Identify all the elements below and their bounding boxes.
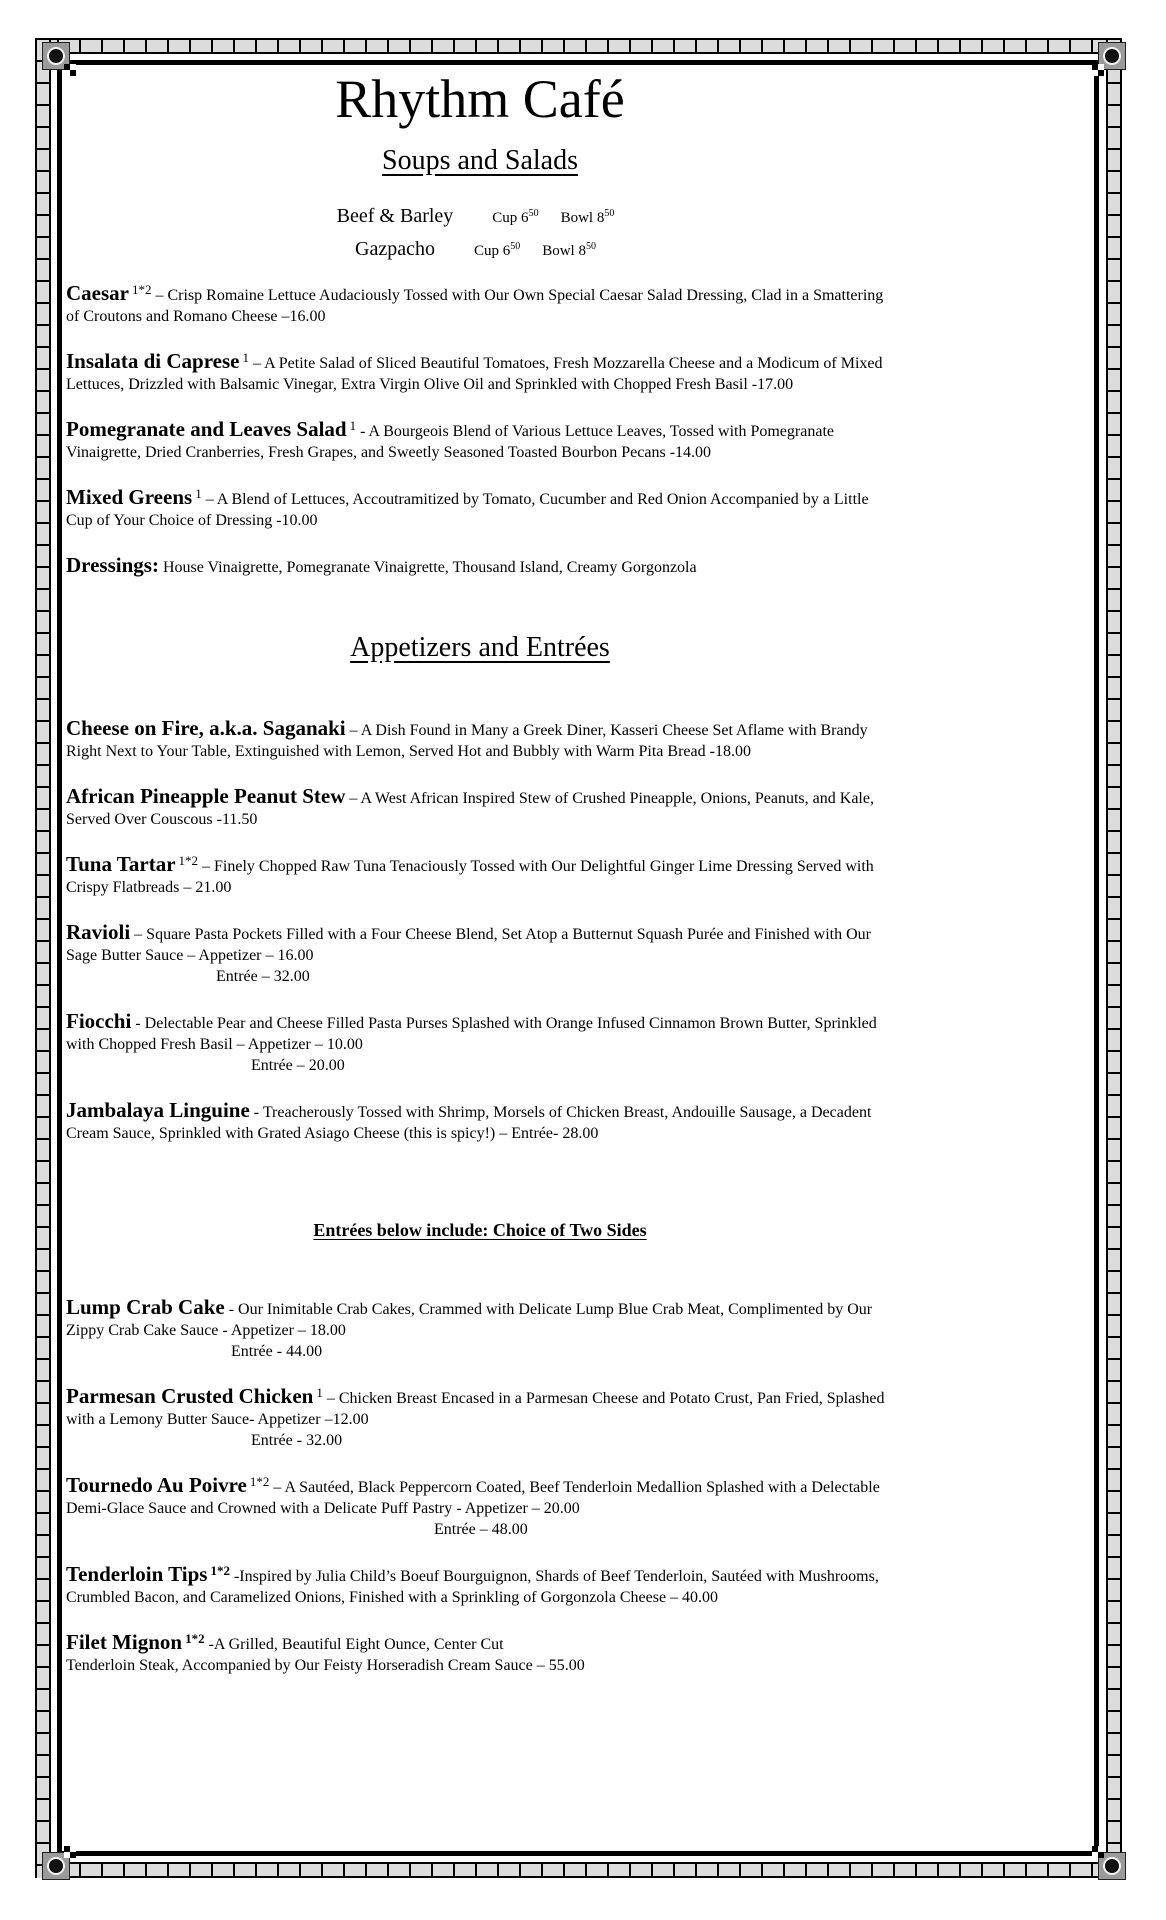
item-description: – A Blend of Lettuces, Accoutramitized by Tomato, Cucumber and Red Onion Accompanied by a Little Cup of Your Choice of Dressing -10.00 — [66, 491, 869, 530]
frame-border-left — [35, 38, 51, 1878]
frame-corner-ornament — [1098, 1852, 1126, 1880]
item-entree-price: Entrée – 48.00 — [434, 1521, 528, 1539]
entrees-list — [66, 1297, 894, 1676]
frame-border-top — [35, 38, 1122, 54]
item-description: - A Bourgeois Blend of Various Lettuce Leaves, Tossed with Pomegranate Vinaigrette, Dried Cranberries, Fresh Grapes, and Sweetly Seasoned Toasted Bourbon Pecans -14.00 — [66, 423, 834, 462]
item-name: Caesar — [66, 281, 129, 306]
item-name: Tuna Tartar — [66, 852, 176, 877]
item-name: Dressings: — [66, 553, 159, 578]
item-footnote: 1 — [242, 350, 249, 366]
item-entree-price: Entrée – 32.00 — [216, 968, 310, 986]
menu-item-tenderloin-tips — [66, 1564, 894, 1608]
bowl-price-label: Bowl 8 — [542, 243, 586, 260]
cup-price-cents: 50 — [510, 241, 521, 253]
menu-item-insalata-di-caprese — [66, 351, 894, 395]
item-description: – A Dish Found in Many a Greek Diner, Kasseri Cheese Set Aflame with Brandy Right Next to Your Table, Extinguished with Lemon, Served Hot and Bubbly with Warm Pita Bread -18.00 — [66, 722, 868, 761]
appetizers-list — [66, 718, 894, 1144]
item-description: – A Sautéed, Black Peppercorn Coated, Beef Tenderloin Medallion Splashed with a Delectable Demi-Glace Sauce and Crowned with a Delicate Puff Pastry - Appetizer – 20.00 — [66, 1479, 880, 1518]
frame-corner-ornament — [42, 1852, 70, 1880]
soup-item — [66, 205, 894, 228]
menu-item-fiocchi — [66, 1011, 894, 1076]
item-description: – Chicken Breast Encased in a Parmesan Cheese and Potato Crust, Pan Fried, Splashed with a Lemony Butter Sauce- Appetizer –12.00 — [66, 1390, 885, 1429]
item-description: – Crisp Romaine Lettuce Audaciously Tossed with Our Own Special Caesar Salad Dressing, Clad in a Smattering of Croutons and Romano Cheese –16.00 — [66, 287, 884, 326]
menu-item-tuna-tartar — [66, 854, 894, 898]
soup-bowl-price — [561, 210, 615, 226]
item-name: African Pineapple Peanut Stew — [66, 784, 346, 809]
menu-item-mixed-greens — [66, 487, 894, 531]
menu-item-jambalaya-linguine — [66, 1100, 894, 1144]
menu-page — [66, 62, 894, 1700]
item-name: Cheese on Fire, a.k.a. Saganaki — [66, 716, 346, 741]
menu-item-saganaki — [66, 718, 894, 762]
menu-item-parmesan-crusted-chicken — [66, 1386, 894, 1451]
item-description: – A West African Inspired Stew of Crushed Pineapple, Onions, Peanuts, and Kale, Served Over Couscous -11.50 — [66, 790, 874, 829]
section-heading-soups: Soups and Salads — [382, 145, 578, 177]
item-name: Jambalaya Linguine — [66, 1098, 250, 1123]
item-description-line2: Tenderloin Steak, Accompanied by Our Feisty Horseradish Cream Sauce – 55.00 — [66, 1657, 585, 1675]
item-entree-price: Entrée - 44.00 — [231, 1343, 323, 1361]
frame-border-right — [1106, 38, 1122, 1878]
salads-list — [66, 283, 894, 578]
item-description: – A Petite Salad of Sliced Beautiful Tomatoes, Fresh Mozzarella Cheese and a Modicum of Mixed Lettuces, Drizzled with Balsamic Vinegar, Extra Virgin Olive Oil and Sprinkled with Chopped Fresh Basil -17.00 — [66, 355, 883, 394]
menu-item-ravioli — [66, 922, 894, 987]
item-name: Tournedo Au Poivre — [66, 1473, 247, 1498]
item-footnote: 1*2 — [131, 282, 152, 298]
item-name: Ravioli — [66, 920, 131, 945]
item-description: – Square Pasta Pockets Filled with a Four Cheese Blend, Set Atop a Butternut Squash Purée and Finished with Our Sage Butter Sauce – Appetizer – 16.00 — [66, 926, 871, 965]
item-description: -A Grilled, Beautiful Eight Ounce, Center Cut — [208, 1636, 504, 1654]
soup-name: Beef & Barley — [336, 205, 454, 228]
item-footnote: 1*2 — [210, 1563, 230, 1579]
item-description: - Delectable Pear and Cheese Filled Pasta Purses Splashed with Orange Infused Cinnamon Brown Butter, Sprinkled with Chopped Fresh Basil – Appetizer – 10.00 — [66, 1015, 877, 1054]
item-footnote: 1 — [195, 486, 202, 502]
menu-item-lump-crab-cake — [66, 1297, 894, 1362]
item-name: Lump Crab Cake — [66, 1295, 225, 1320]
soup-item — [66, 238, 894, 261]
item-description: -Inspired by Julia Child’s Boeuf Bourguignon, Shards of Beef Tenderloin, Sautéed with Mushrooms, Crumbled Bacon, and Caramelized Onions, Finished with a Sprinkling of Gorgonzola Cheese – 40.00 — [66, 1568, 879, 1607]
menu-item-filet-mignon — [66, 1632, 894, 1676]
cup-price-label: Cup 6 — [492, 210, 529, 227]
item-description: - Treacherously Tossed with Shrimp, Morsels of Chicken Breast, Andouille Sausage, a Decadent Cream Sauce, Sprinkled with Grated Asiago Cheese (this is spicy!) – Entrée- 28.00 — [66, 1104, 872, 1143]
menu-item-african-pineapple-peanut-stew — [66, 786, 894, 830]
item-name: Mixed Greens — [66, 485, 193, 510]
cup-price-label: Cup 6 — [473, 243, 511, 260]
soup-cup-price — [474, 243, 520, 259]
item-name: Tenderloin Tips — [66, 1562, 208, 1587]
menu-item-caesar — [66, 283, 894, 327]
item-entree-price: Entrée – 20.00 — [251, 1057, 345, 1075]
item-name: Parmesan Crusted Chicken — [66, 1384, 314, 1409]
item-description: - Our Inimitable Crab Cakes, Crammed with Delicate Lump Blue Crab Meat, Complimented by Our Zippy Crab Cake Sauce - Appetizer – 18.00 — [66, 1301, 873, 1340]
item-footnote: 1 — [316, 1385, 323, 1401]
menu-item-tournedo-au-poivre — [66, 1475, 894, 1540]
menu-item-dressings — [66, 555, 894, 578]
item-footnote: 1*2 — [249, 1474, 270, 1490]
cup-price-cents: 50 — [528, 208, 539, 220]
frame-corner-ornament — [42, 42, 70, 70]
item-name: Insalata di Caprese — [66, 349, 240, 374]
item-name: Fiocchi — [66, 1009, 132, 1034]
item-footnote: 1*2 — [185, 1631, 205, 1647]
soups-list — [66, 205, 894, 261]
item-footnote: 1 — [349, 418, 357, 434]
item-name: Filet Mignon — [66, 1630, 183, 1655]
soup-cup-price — [492, 210, 538, 226]
frame-border-bottom — [35, 1862, 1122, 1878]
item-entree-price: Entrée - 32.00 — [251, 1432, 343, 1450]
bowl-price-cents: 50 — [585, 241, 596, 253]
soup-name: Gazpacho — [355, 238, 435, 261]
bowl-price-label: Bowl 8 — [560, 210, 605, 227]
item-description: House Vinaigrette, Pomegranate Vinaigrette, Thousand Island, Creamy Gorgonzola — [162, 559, 697, 577]
menu-item-pomegranate-leaves-salad — [66, 419, 894, 463]
restaurant-title: Rhythm Café — [335, 69, 625, 129]
bowl-price-cents: 50 — [604, 208, 615, 220]
item-name: Pomegranate and Leaves Salad — [66, 417, 347, 442]
section-heading-appetizers: Appetizers and Entrées — [350, 632, 610, 664]
soup-bowl-price — [542, 243, 596, 259]
entrees-note: Entrées below include: Choice of Two Sides — [313, 1220, 647, 1241]
frame-corner-ornament — [1098, 42, 1126, 70]
item-description: – Finely Chopped Raw Tuna Tenaciously Tossed with Our Delightful Ginger Lime Dressing Served with Crispy Flatbreads – 21.00 — [66, 858, 874, 897]
item-footnote: 1*2 — [178, 853, 199, 869]
